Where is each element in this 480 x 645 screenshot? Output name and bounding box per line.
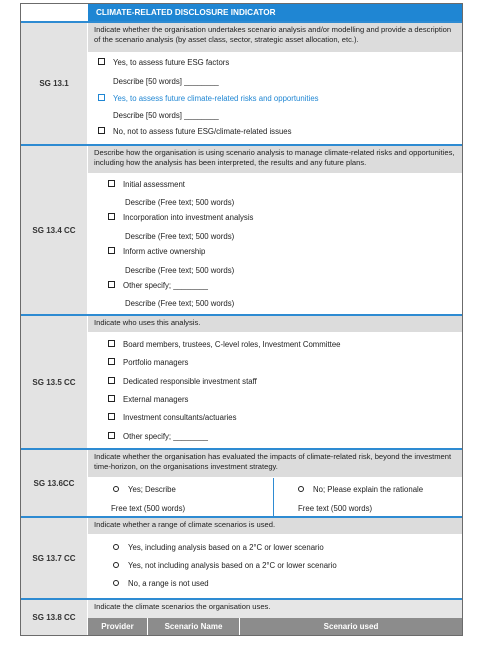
option-no-range[interactable]: No, a range is not used (113, 579, 209, 589)
section-sg-13-7 (21, 516, 462, 598)
section-sg-13-8 (21, 598, 462, 635)
radio-icon[interactable] (113, 562, 119, 568)
checkbox-icon[interactable] (108, 281, 115, 288)
checkbox-icon[interactable] (98, 127, 105, 134)
section-sg-13-4 (21, 144, 462, 314)
option-other[interactable]: Other specify; ________ (108, 432, 208, 442)
section-question: Indicate who uses this analysis. (88, 316, 462, 332)
checkbox-icon[interactable] (108, 413, 115, 420)
checkbox-icon[interactable] (108, 247, 115, 254)
section-label: SG 13.7 CC (21, 518, 87, 598)
option-portfolio-managers[interactable]: Portfolio managers (108, 358, 188, 368)
section-label: SG 13.6CC (21, 450, 87, 516)
option-yes-not-2c[interactable]: Yes, not including analysis based on a 2°C or lower scenario (113, 561, 337, 571)
option-yes-2c[interactable]: Yes, including analysis based on a 2°C or lower scenario (113, 543, 324, 553)
checkbox-icon[interactable] (98, 58, 105, 65)
header-spacer (21, 4, 87, 21)
option-active-ownership[interactable]: Inform active ownership (108, 247, 205, 257)
section-sg-13-1 (21, 21, 462, 144)
section-question: Indicate whether the organisation undertakes scenario analysis and/or modelling and provide a description of the scenario analysis (by asset class, sector, strategic asset allocation, etc.). (88, 23, 462, 52)
option-consultants[interactable]: Investment consultants/actuaries (108, 413, 237, 423)
checkbox-icon[interactable] (108, 180, 115, 187)
option-initial-assessment[interactable]: Initial assessment (108, 180, 185, 190)
option-ri-staff[interactable]: Dedicated responsible investment staff (108, 377, 257, 387)
option-esg-factors[interactable]: Yes, to assess future ESG factors (98, 58, 229, 68)
table-header-scenario-name: Scenario Name (148, 618, 240, 635)
checkbox-icon[interactable] (108, 213, 115, 220)
option-board-members[interactable]: Board members, trustees, C-level roles, Investment Committee (108, 340, 341, 350)
radio-icon[interactable] (113, 580, 119, 586)
describe-field[interactable]: Describe (Free text; 500 words) (125, 198, 235, 207)
section-question: Indicate the climate scenarios the organisation uses. (88, 600, 462, 618)
section-label: SG 13.4 CC (21, 146, 87, 314)
option-climate-risks[interactable]: Yes, to assess future climate-related risks and opportunities (98, 94, 319, 104)
table-header-provider: Provider (88, 618, 148, 635)
section-sg-13-5 (21, 314, 462, 448)
radio-icon[interactable] (113, 486, 119, 492)
section-label: SG 13.1 (21, 23, 87, 144)
radio-icon[interactable] (298, 486, 304, 492)
option-other[interactable]: Other specify; ________ (108, 281, 208, 291)
section-sg-13-6 (21, 448, 462, 516)
checkbox-icon[interactable] (108, 395, 115, 402)
section-question: Indicate whether the organisation has evaluated the impacts of climate-related risk, beyond the investment time-horizon, on the organisations investment strategy. (88, 450, 462, 477)
option-investment-analysis[interactable]: Incorporation into investment analysis (108, 213, 253, 223)
header-title: CLIMATE-RELATED DISCLOSURE INDICATOR (88, 4, 462, 21)
checkbox-icon[interactable] (108, 358, 115, 365)
describe-field[interactable]: Describe (Free text; 500 words) (125, 266, 235, 275)
section-label: SG 13.5 CC (21, 316, 87, 448)
describe-field[interactable]: Describe (Free text; 500 words) (125, 299, 235, 308)
section-question: Indicate whether a range of climate scenarios is used. (88, 518, 462, 534)
checkbox-icon[interactable] (98, 94, 105, 101)
describe-field[interactable]: Describe (Free text; 500 words) (125, 232, 235, 241)
checkbox-icon[interactable] (108, 432, 115, 439)
option-external-managers[interactable]: External managers (108, 395, 188, 405)
describe-field[interactable]: Describe [50 words] ________ (113, 111, 219, 120)
option-no-explain[interactable]: No; Please explain the rationale (298, 485, 423, 495)
describe-field[interactable]: Describe [50 words] ________ (113, 77, 219, 86)
section-label: SG 13.8 CC (21, 600, 87, 635)
table-header-scenario-used: Scenario used (240, 618, 462, 635)
option-yes-describe[interactable]: Yes; Describe (113, 485, 176, 495)
free-text-field[interactable]: Free text (500 words) (111, 504, 186, 513)
option-no[interactable]: No, not to assess future ESG/climate-related issues (98, 127, 292, 137)
checkbox-icon[interactable] (108, 377, 115, 384)
radio-icon[interactable] (113, 544, 119, 550)
section-question: Describe how the organisation is using scenario analysis to manage climate-related risks and opportunities, including how the analysis has been interpreted, the results and any future plans. (88, 146, 462, 173)
column-divider (273, 478, 274, 516)
checkbox-icon[interactable] (108, 340, 115, 347)
free-text-field[interactable]: Free text (500 words) (298, 504, 373, 513)
